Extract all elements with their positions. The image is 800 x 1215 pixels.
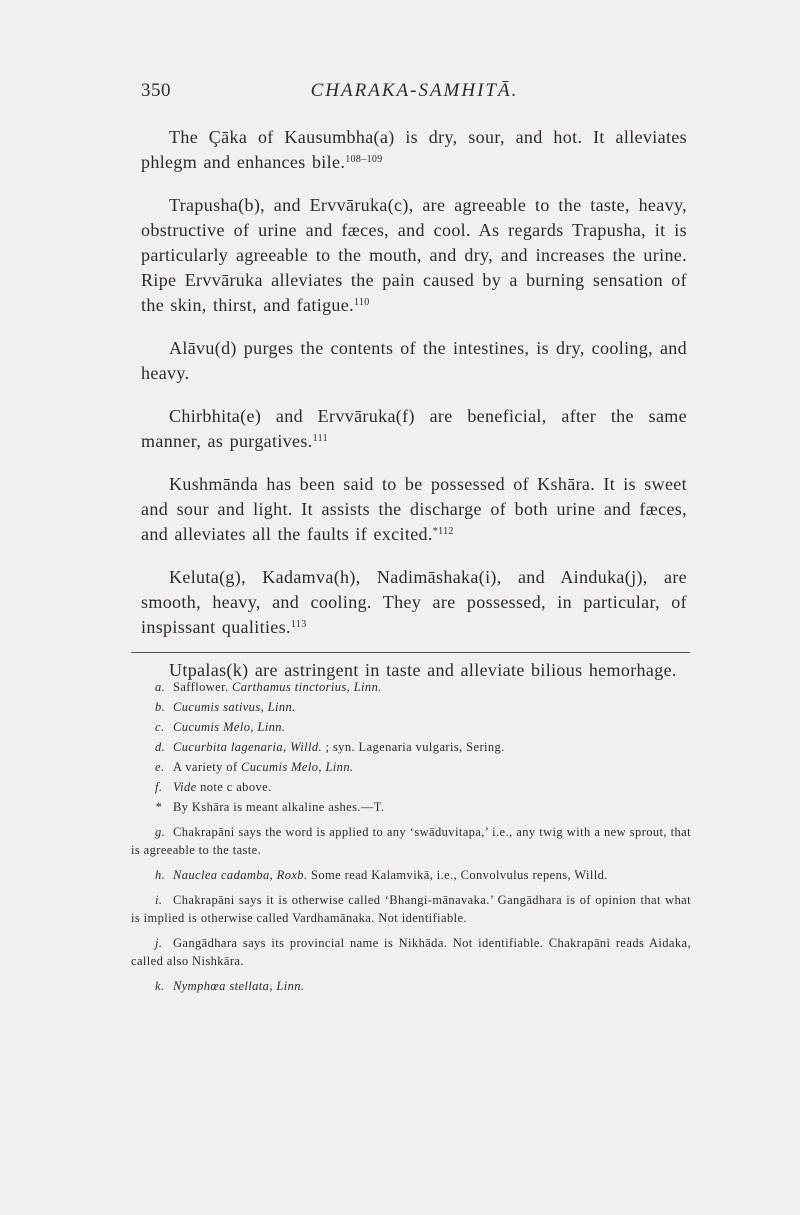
footnote: * By Kshāra is meant alkaline ashes.—T. bbox=[155, 800, 385, 814]
page-header bbox=[141, 80, 688, 108]
footnote: i. Chakrapāni says it is otherwise called ‘Bhangi-mānavaka.’ Gangādhara is of opinion that what is implied is otherwise called Vardhamānaka. Not identifiable. bbox=[131, 893, 691, 925]
footnote: d. Cucurbita lagenaria, Willd. ; syn. Lagenaria vulgaris, Sering. bbox=[155, 740, 505, 754]
footnote: g. Chakrapāni says the word is applied to any ‘swāduvitapa,’ i.e., any twig with a new sprout, that is agreeable to the taste. bbox=[131, 825, 691, 857]
paragraph: Chirbhita(e) and Ervvāruka(f) are beneficial, after the same manner, as purgatives.$^{111}$ bbox=[141, 406, 687, 451]
footnote: e. A variety of Cucumis Melo, Linn. bbox=[155, 760, 354, 774]
footnote-divider bbox=[131, 652, 690, 653]
footnote: a. Safflower. Carthamus tinctorius, Linn. bbox=[155, 680, 382, 694]
footnote: b. Cucumis sativus, Linn. bbox=[155, 700, 296, 714]
footnote: c. Cucumis Melo, Linn. bbox=[155, 720, 286, 734]
running-title: CHARAKA-SAMHITĀ. bbox=[310, 80, 519, 101]
footnotes bbox=[131, 678, 691, 997]
paragraph: Keluta(g), Kadamva(h), Nadimāshaka(i), and Ainduka(j), are smooth, heavy, and cooling. They are possessed, in particular, of inspissant qualities.$^{113}$ bbox=[141, 567, 687, 637]
footnote: f. Vide note c above. bbox=[155, 780, 272, 794]
paragraph: The Çāka of Kausumbha(a) is dry, sour, and hot. It alleviates phlegm and enhances bile.$^{108-109}$ bbox=[141, 127, 687, 172]
paragraph: Alāvu(d) purges the contents of the intestines, is dry, cooling, and heavy. bbox=[141, 338, 687, 383]
footnote: j. Gangādhara says its provincial name is Nikhāda. Not identifiable. Chakrapāni reads Aidaka, called also Nishkāra. bbox=[131, 936, 691, 968]
main-text bbox=[141, 125, 687, 701]
paragraph: Utpalas(k) are astringent in taste and alleviate bilious hemorhage. bbox=[169, 660, 677, 680]
paragraph: Trapusha(b), and Ervvāruka(c), are agreeable to the taste, heavy, obstructive of urine and fæces, and cool. As regards Trapusha, it is particularly agreeable to the mouth, and dry, and increases the urine. Ripe Ervvāruka alleviates the pain caused by a burning sensation of the skin, thirst, and fatigue.$^{110}$ bbox=[141, 195, 687, 315]
page-number: 350 bbox=[141, 80, 171, 101]
footnote: k. Nymphœa stellata, Linn. bbox=[155, 979, 305, 993]
footnote: h. Nauclea cadamba, Roxb. Some read Kalamvikā, i.e., Convolvulus repens, Willd. bbox=[155, 868, 608, 882]
paragraph: Kushmānda has been said to be possessed of Kshāra. It is sweet and sour and light. It assists the discharge of both urine and fæces, and alleviates all the faults if excited.$^{*112}$ bbox=[141, 474, 687, 544]
